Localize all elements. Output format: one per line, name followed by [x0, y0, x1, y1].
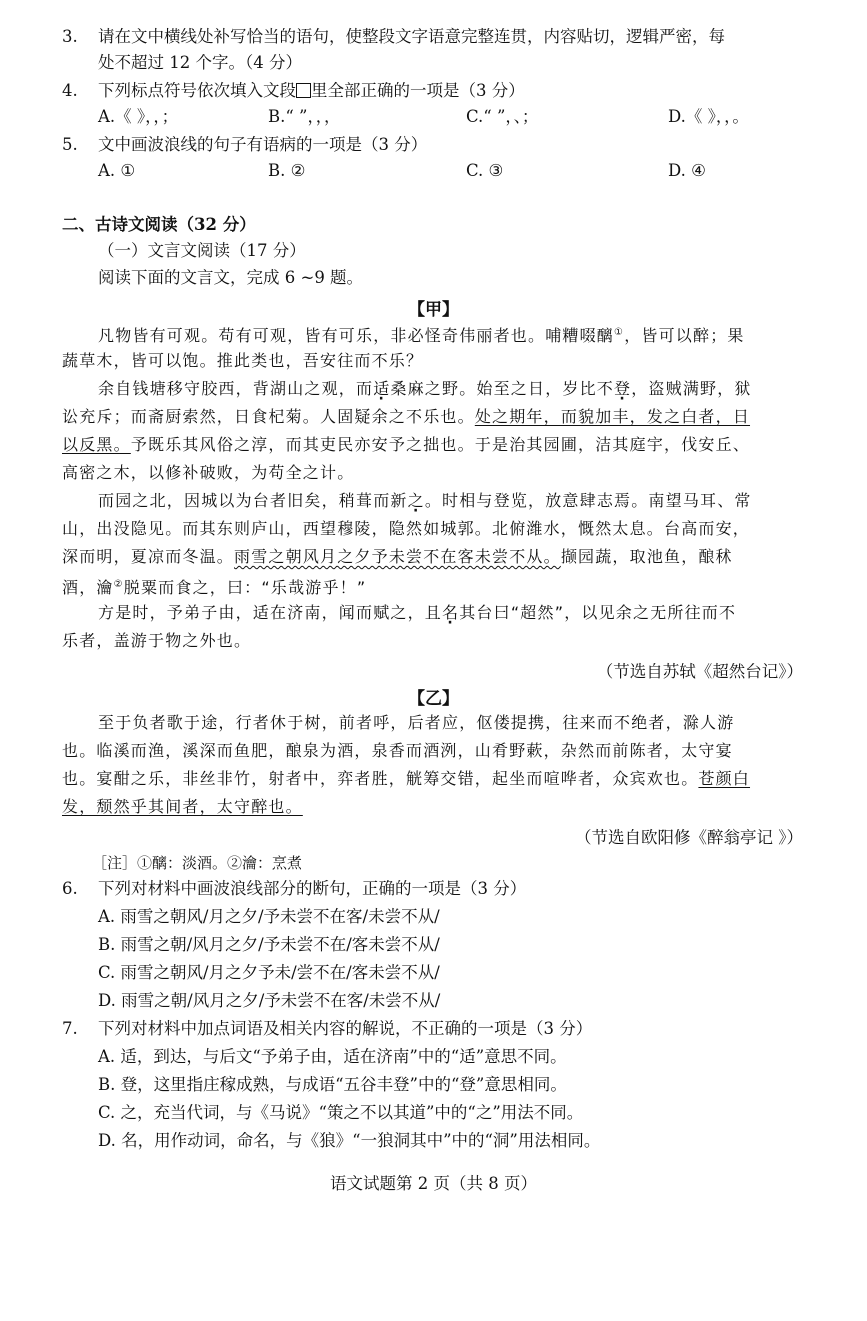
annotation-note: ［注］①醨：淡酒。②瀹：烹煮 — [92, 854, 303, 872]
option-c: C. 雨雪之朝风/月之夕予未/尝不在/客未尝不从/ — [98, 963, 440, 982]
dotted-word: 名 — [442, 603, 460, 622]
passage-line: 余自钱塘移守胶西，背湖山之观，而适桑麻之野。始至之日，岁比不登，盗贼满野，狱 — [98, 379, 752, 398]
question-text: 请在文中横线处补写恰当的语句，使整段文字语意完整连贯，内容贴切，逻辑严密，每 — [98, 27, 725, 46]
underlined-sentence: 发，颓然乎其间者，太守醉也。 — [62, 797, 303, 816]
question-number: 7. — [62, 1019, 78, 1038]
option-d: D. 雨雪之朝/风月之夕/予未尝不在客/未尝不从/ — [98, 991, 441, 1010]
question-3-cont: 处不超过 12 个字。（4 分） — [98, 53, 302, 72]
subsection-title: （一）文言文阅读（17 分） — [98, 241, 306, 260]
option-b: B. 雨雪之朝/风月之夕/予未尝不在/客未尝不从/ — [98, 935, 440, 954]
passage-line: 方是时，予弟子由，适在济南，闻而赋之，且名其台曰“超然”，以见余之无所往而不 — [98, 603, 737, 622]
option-b: B. ② — [268, 161, 306, 180]
option-c: C.“ ”，、； — [466, 107, 539, 126]
section-title: 二、古诗文阅读（32 分） — [62, 215, 256, 234]
passage-line: 讼充斥；而斋厨索然，日食杞菊。人固疑余之不乐也。处之期年，而貌加丰，发之白者，日 — [62, 407, 751, 426]
option-a: A.《 》，，； — [98, 107, 179, 126]
question-number: 6. — [62, 879, 78, 898]
dotted-word: 之 — [407, 491, 425, 510]
wavy-underlined-sentence: 雨雪之朝风月之夕予未尝不在客未尝不从。 — [234, 547, 561, 566]
question-number: 5. — [62, 135, 78, 154]
passage-jia-title: 【甲】 — [408, 300, 459, 320]
question-text: 下列对材料中画波浪线部分的断句，正确的一项是（3 分） — [98, 879, 527, 898]
question-text: 里全部正确的一项是（3 分） — [311, 81, 525, 100]
passage-line: 深而明，夏凉而冬温。雨雪之朝风月之夕予未尝不在客未尝不从。撷园蔬，取池鱼，酿秫 — [62, 547, 733, 566]
option-d: D. ④ — [668, 161, 706, 180]
dotted-word: 适 — [373, 379, 391, 398]
passage-line: 至于负者歌于途，行者休于树，前者呼，后者应，伛偻提携，往来而不绝者，滁人游 — [98, 713, 735, 732]
question-3 — [62, 26, 725, 48]
underlined-sentence: 苍颜白 — [698, 769, 751, 788]
passage-line: 山，出没隐见。而其东则庐山，西望穆陵，隐然如城郭。北俯潍水，慨然太息。台高而安， — [62, 519, 751, 538]
question-number: 3. — [62, 27, 78, 46]
passage-line: 以反黑。予既乐其风俗之淳，而其吏民亦安予之拙也。于是治其园圃，洁其庭宇，伐安丘、 — [62, 435, 751, 454]
passage-source: （节选自欧阳修《醉翁亭记 》） — [575, 828, 803, 847]
question-text: 下列对材料中加点词语及相关内容的解说，不正确的一项是（3 分） — [98, 1019, 593, 1038]
passage-line: 凡物皆有可观。苟有可观，皆有可乐，非必怪奇伟丽者也。哺糟啜醨①，皆可以醉；果 — [98, 326, 745, 345]
page-footer: 语文试题第 2 页（共 8 页） — [330, 1174, 537, 1193]
option-c: C. 之，充当代词，与《马说》“策之不以其道”中的“之”用法不同。 — [98, 1103, 584, 1122]
passage-line: 蔬草木，皆可以饱。推此类也，吾安往而不乐？ — [62, 351, 424, 370]
option-b: B. 登，这里指庄稼成熟，与成语“五谷丰登”中的“登”意思相同。 — [98, 1075, 567, 1094]
question-6 — [62, 878, 526, 900]
option-d: D.《 》，，。 — [668, 107, 749, 126]
question-5 — [62, 134, 427, 156]
option-b: B.“ ”，，， — [268, 107, 341, 126]
passage-yi-title: 【乙】 — [408, 689, 459, 709]
underlined-sentence: 处之期年，而貌加丰，发之白者，日 — [474, 407, 751, 426]
passage-line: 而园之北，因城以为台者旧矣，稍葺而新之。时相与登览，放意肆志焉。南望马耳、常 — [98, 491, 752, 510]
option-a: A. ① — [98, 161, 136, 180]
dotted-word: 登 — [614, 379, 632, 398]
instruction: 阅读下面的文言文，完成 6 ~9 题。 — [98, 268, 364, 287]
option-c: C. ③ — [466, 161, 504, 180]
passage-line: 乐者，盖游于物之外也。 — [62, 631, 252, 650]
option-d: D. 名，用作动词，命名，与《狼》“一狼洞其中”中的“洞”用法相同。 — [98, 1131, 601, 1150]
passage-line: 也。临溪而渔，溪深而鱼肥，酿泉为酒，泉香而酒洌，山肴野蔌，杂然而前陈者，太守宴 — [62, 741, 733, 760]
underlined-sentence: 以反黑。 — [62, 435, 131, 454]
question-4 — [62, 80, 525, 102]
passage-line: 也。宴酣之乐，非丝非竹，射者中，弈者胜，觥筹交错，起坐而喧哗者，众宾欢也。苍颜白 — [62, 769, 751, 788]
blank-box-icon — [296, 83, 311, 98]
option-a: A. 雨雪之朝风/月之夕/予未尝不在客/未尝不从/ — [98, 907, 440, 926]
option-a: A. 适，到达，与后文“予弟子由，适在济南”中的“适”意思不同。 — [98, 1047, 567, 1066]
passage-source: （节选自苏轼《超然台记》） — [596, 662, 803, 681]
passage-line — [62, 796, 303, 818]
question-number: 4. — [62, 81, 78, 100]
question-7 — [62, 1018, 592, 1040]
question-text: 文中画波浪线的句子有语病的一项是（3 分） — [98, 135, 428, 154]
passage-line: 高密之木，以修补破败，为苟全之计。 — [62, 463, 355, 482]
question-text: 下列标点符号依次填入文段 — [98, 81, 296, 100]
passage-line: 酒，瀹②脱粟而食之，曰：“乐哉游乎！” — [62, 578, 367, 597]
